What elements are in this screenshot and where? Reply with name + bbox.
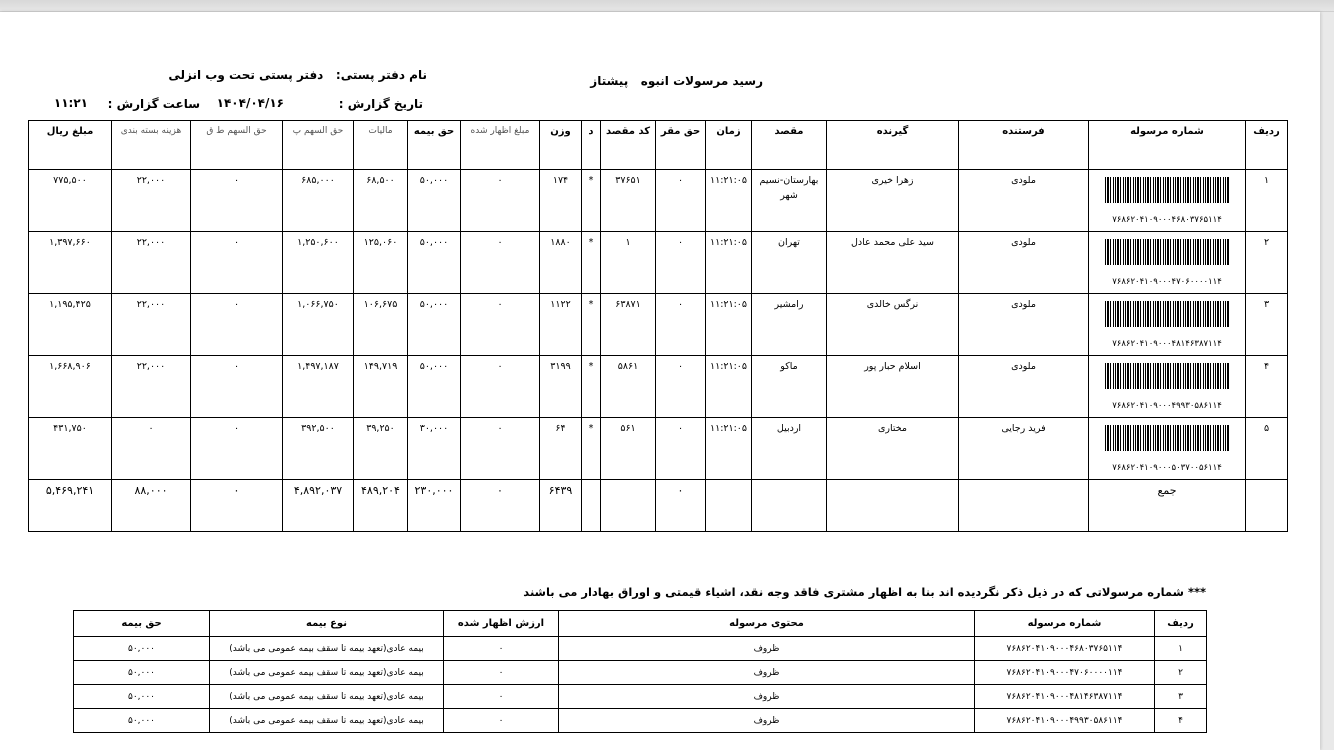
row-number: ۴ [1246, 356, 1288, 418]
total-share-tq: ۰ [191, 480, 283, 532]
total-weight: ۶۴۳۹ [540, 480, 582, 532]
time-cell: ۱۱:۲۱:۰۵ [706, 232, 752, 294]
dest-code-cell: ۶۳۸۷۱ [601, 294, 656, 356]
row-number: ۱ [1246, 170, 1288, 232]
sender-cell: ملودی [959, 232, 1089, 294]
tax-cell: ۶۸,۵۰۰ [354, 170, 408, 232]
tax-cell: ۱۰۶,۶۷۵ [354, 294, 408, 356]
sub-tracking-cell: ۷۶۸۶۲۰۴۱۰۹۰۰۰۴۶۸۰۳۷۶۵۱۱۴ [975, 637, 1155, 661]
col-share-tq: حق السهم ط ق [191, 121, 283, 170]
declared-cell: ۰ [461, 418, 540, 480]
d-cell: * [582, 232, 601, 294]
insurance-cell: ۳۰,۰۰۰ [408, 418, 461, 480]
packing-cell: ۲۲,۰۰۰ [112, 232, 191, 294]
row-number: ۲ [1246, 232, 1288, 294]
list-item [74, 637, 1207, 661]
tracking-cell [1089, 356, 1246, 418]
haq-maqar-cell: ۰ [656, 232, 706, 294]
total-receiver [827, 480, 959, 532]
report-page [0, 12, 1320, 750]
sub-declared-cell: ۰ [444, 637, 559, 661]
total-d [582, 480, 601, 532]
destination-cell: تهران [752, 232, 827, 294]
tax-cell: ۱۲۵,۰۶۰ [354, 232, 408, 294]
sub-content-cell: ظروف [559, 661, 975, 685]
shipments-table [28, 120, 1288, 532]
receiver-cell: اسلام حبار پور [827, 356, 959, 418]
receiver-cell: مختاری [827, 418, 959, 480]
insurance-cell: ۵۰,۰۰۰ [408, 170, 461, 232]
row-number: ۳ [1246, 294, 1288, 356]
amount-cell: ۴۳۱,۷۵۰ [29, 418, 112, 480]
sub-col-content: محتوی مرسوله [559, 611, 975, 637]
share-p-cell: ۳۹۲,۵۰۰ [283, 418, 354, 480]
weight-cell: ۱۷۴ [540, 170, 582, 232]
total-label: جمع [1089, 480, 1246, 532]
receiver-cell: زهرا خیری [827, 170, 959, 232]
insurance-header-row [74, 611, 1207, 637]
dest-code-cell: ۵۸۶۱ [601, 356, 656, 418]
sub-declared-cell: ۰ [444, 661, 559, 685]
tracking-cell [1089, 170, 1246, 232]
amount-cell: ۱,۳۹۷,۶۶۰ [29, 232, 112, 294]
total-declared: ۰ [461, 480, 540, 532]
insurance-cell: ۵۰,۰۰۰ [408, 356, 461, 418]
amount-cell: ۱,۱۹۵,۴۲۵ [29, 294, 112, 356]
sub-col-insurance: حق بیمه [74, 611, 210, 637]
sub-row-number: ۳ [1155, 685, 1207, 709]
sender-cell: ملودی [959, 294, 1089, 356]
sub-row-number: ۱ [1155, 637, 1207, 661]
total-time [706, 480, 752, 532]
col-tracking: شماره مرسوله [1089, 121, 1246, 170]
report-date-label: تاریخ گزارش : [338, 97, 423, 111]
col-row: ردیف [1246, 121, 1288, 170]
total-row-number [1246, 480, 1288, 532]
sub-content-cell: ظروف [559, 685, 975, 709]
sub-declared-cell: ۰ [444, 709, 559, 733]
viewer-top-bar [0, 0, 1334, 12]
barcode-image [1105, 239, 1229, 265]
share-tq-cell: ۰ [191, 294, 283, 356]
sub-content-cell: ظروف [559, 709, 975, 733]
sub-col-row: ردیف [1155, 611, 1207, 637]
d-cell: * [582, 294, 601, 356]
table-row [29, 232, 1288, 294]
sub-declared-cell: ۰ [444, 685, 559, 709]
total-tax: ۴۸۹,۲۰۴ [354, 480, 408, 532]
sub-insurance-cell: ۵۰,۰۰۰ [74, 637, 210, 661]
table-row [29, 418, 1288, 480]
packing-cell: ۰ [112, 418, 191, 480]
weight-cell: ۱۱۲۲ [540, 294, 582, 356]
share-tq-cell: ۰ [191, 232, 283, 294]
sub-insurance-cell: ۵۰,۰۰۰ [74, 661, 210, 685]
share-p-cell: ۱,۴۹۷,۱۸۷ [283, 356, 354, 418]
receiver-cell: سید علی محمد عادل [827, 232, 959, 294]
weight-cell: ۳۱۹۹ [540, 356, 582, 418]
time-cell: ۱۱:۲۱:۰۵ [706, 170, 752, 232]
d-cell: * [582, 170, 601, 232]
sub-col-tracking: شماره مرسوله [975, 611, 1155, 637]
report-date-value: ۱۴۰۴/۰۴/۱۶ [216, 96, 284, 110]
tracking-number: ۷۶۸۶۲۰۴۱۰۹۰۰۰۵۰۳۷۰۰۵۶۱۱۴ [1112, 463, 1222, 473]
haq-maqar-cell: ۰ [656, 170, 706, 232]
tax-cell: ۱۴۹,۷۱۹ [354, 356, 408, 418]
tracking-cell [1089, 294, 1246, 356]
share-tq-cell: ۰ [191, 356, 283, 418]
table-row [29, 294, 1288, 356]
col-insurance: حق بیمه [408, 121, 461, 170]
receiver-cell: نرگس خالدی [827, 294, 959, 356]
total-sender [959, 480, 1089, 532]
d-cell: * [582, 356, 601, 418]
sub-tracking-cell: ۷۶۸۶۲۰۴۱۰۹۰۰۰۴۹۹۳۰۵۸۶۱۱۴ [975, 709, 1155, 733]
weight-cell: ۱۸۸۰ [540, 232, 582, 294]
sub-row-number: ۴ [1155, 709, 1207, 733]
insurance-cell: ۵۰,۰۰۰ [408, 294, 461, 356]
sub-insurance-cell: ۵۰,۰۰۰ [74, 685, 210, 709]
list-item [74, 661, 1207, 685]
amount-cell: ۷۷۵,۵۰۰ [29, 170, 112, 232]
barcode-image [1105, 301, 1229, 327]
col-receiver: گیرنده [827, 121, 959, 170]
col-declared: مبلغ اظهار شده [461, 121, 540, 170]
time-cell: ۱۱:۲۱:۰۵ [706, 418, 752, 480]
haq-maqar-cell: ۰ [656, 294, 706, 356]
service-type: پیشتاز [590, 74, 629, 88]
total-share-p: ۴,۸۹۲,۰۳۷ [283, 480, 354, 532]
destination-cell: رامشیر [752, 294, 827, 356]
destination-cell: ماکو [752, 356, 827, 418]
col-tax: مالیات [354, 121, 408, 170]
list-item [74, 709, 1207, 733]
insurance-table [73, 610, 1207, 733]
sub-tracking-cell: ۷۶۸۶۲۰۴۱۰۹۰۰۰۴۸۱۴۶۳۸۷۱۱۴ [975, 685, 1155, 709]
amount-cell: ۱,۶۶۸,۹۰۶ [29, 356, 112, 418]
barcode-image [1105, 425, 1229, 451]
haq-maqar-cell: ۰ [656, 418, 706, 480]
shipments-header-row [29, 121, 1288, 170]
weight-cell: ۶۴ [540, 418, 582, 480]
col-share-p: حق السهم پ [283, 121, 354, 170]
destination-cell: بهارستان-نسیم شهر [752, 170, 827, 232]
haq-maqar-cell: ۰ [656, 356, 706, 418]
packing-cell: ۲۲,۰۰۰ [112, 170, 191, 232]
sub-content-cell: ظروف [559, 637, 975, 661]
d-cell: * [582, 418, 601, 480]
dest-code-cell: ۱ [601, 232, 656, 294]
total-dest-code [601, 480, 656, 532]
office-name: دفتر پستی تحت وب انزلی [168, 68, 324, 82]
total-packing: ۸۸,۰۰۰ [112, 480, 191, 532]
sub-insurance-type-cell: بیمه عادی(تعهد بیمه تا سقف بیمه عمومی می باشد) [210, 637, 444, 661]
report-title: رسید مرسولات انبوه پیشتاز [590, 74, 763, 88]
declared-cell: ۰ [461, 170, 540, 232]
office-name-label: نام دفتر پستی: دفتر پستی تحت وب انزلی [168, 68, 427, 82]
declared-cell: ۰ [461, 294, 540, 356]
packing-cell: ۲۲,۰۰۰ [112, 294, 191, 356]
barcode-image [1105, 363, 1229, 389]
sender-cell: ملودی [959, 356, 1089, 418]
sub-col-insurance-type: نوع بیمه [210, 611, 444, 637]
total-row [29, 480, 1288, 532]
tracking-number: ۷۶۸۶۲۰۴۱۰۹۰۰۰۴۶۸۰۳۷۶۵۱۱۴ [1112, 215, 1222, 225]
sub-insurance-type-cell: بیمه عادی(تعهد بیمه تا سقف بیمه عمومی می باشد) [210, 685, 444, 709]
col-weight: وزن [540, 121, 582, 170]
sub-tracking-cell: ۷۶۸۶۲۰۴۱۰۹۰۰۰۴۷۰۶۰۰۰۰۱۱۴ [975, 661, 1155, 685]
insurance-cell: ۵۰,۰۰۰ [408, 232, 461, 294]
share-p-cell: ۱,۲۵۰,۶۰۰ [283, 232, 354, 294]
tax-cell: ۳۹,۲۵۰ [354, 418, 408, 480]
total-destination [752, 480, 827, 532]
col-dest-code: کد مقصد [601, 121, 656, 170]
tracking-number: ۷۶۸۶۲۰۴۱۰۹۰۰۰۴۷۰۶۰۰۰۰۱۱۴ [1112, 277, 1222, 287]
sub-col-declared: ارزش اظهار شده [444, 611, 559, 637]
col-haq-maqar: حق مقر [656, 121, 706, 170]
share-tq-cell: ۰ [191, 418, 283, 480]
col-destination: مقصد [752, 121, 827, 170]
report-time-label: ساعت گزارش : [107, 97, 200, 111]
share-p-cell: ۱,۰۶۶,۷۵۰ [283, 294, 354, 356]
table-row [29, 170, 1288, 232]
sub-row-number: ۲ [1155, 661, 1207, 685]
declared-cell: ۰ [461, 232, 540, 294]
report-time-value: ۱۱:۲۱ [53, 96, 88, 110]
total-haq-maqar: ۰ [656, 480, 706, 532]
share-tq-cell: ۰ [191, 170, 283, 232]
destination-cell: اردبیل [752, 418, 827, 480]
packing-cell: ۲۲,۰۰۰ [112, 356, 191, 418]
sub-insurance-type-cell: بیمه عادی(تعهد بیمه تا سقف بیمه عمومی می باشد) [210, 709, 444, 733]
dest-code-cell: ۳۷۶۵۱ [601, 170, 656, 232]
tracking-number: ۷۶۸۶۲۰۴۱۰۹۰۰۰۴۸۱۴۶۳۸۷۱۱۴ [1112, 339, 1222, 349]
row-number: ۵ [1246, 418, 1288, 480]
valuables-note: *** شماره مرسولاتی که در ذیل ذکر نگردیده اند بنا به اظهار مشتری فاقد وجه نقد، اشیاء قیمتی و اوراق بهادار می باشند [523, 585, 1206, 599]
col-d: د [582, 121, 601, 170]
barcode-image [1105, 177, 1229, 203]
sender-cell: فرید رجایی [959, 418, 1089, 480]
list-item [74, 685, 1207, 709]
sub-insurance-type-cell: بیمه عادی(تعهد بیمه تا سقف بیمه عمومی می باشد) [210, 661, 444, 685]
col-amount: مبلغ ریال [29, 121, 112, 170]
sender-cell: ملودی [959, 170, 1089, 232]
tracking-cell [1089, 232, 1246, 294]
share-p-cell: ۶۸۵,۰۰۰ [283, 170, 354, 232]
total-insurance: ۲۳۰,۰۰۰ [408, 480, 461, 532]
sub-insurance-cell: ۵۰,۰۰۰ [74, 709, 210, 733]
tracking-number: ۷۶۸۶۲۰۴۱۰۹۰۰۰۴۹۹۳۰۵۸۶۱۱۴ [1112, 401, 1222, 411]
time-cell: ۱۱:۲۱:۰۵ [706, 294, 752, 356]
table-row [29, 356, 1288, 418]
col-sender: فرستنده [959, 121, 1089, 170]
time-cell: ۱۱:۲۱:۰۵ [706, 356, 752, 418]
col-time: زمان [706, 121, 752, 170]
dest-code-cell: ۵۶۱ [601, 418, 656, 480]
tracking-cell [1089, 418, 1246, 480]
declared-cell: ۰ [461, 356, 540, 418]
total-amount: ۵,۴۶۹,۲۴۱ [29, 480, 112, 532]
col-packing: هزینه بسته بندی [112, 121, 191, 170]
